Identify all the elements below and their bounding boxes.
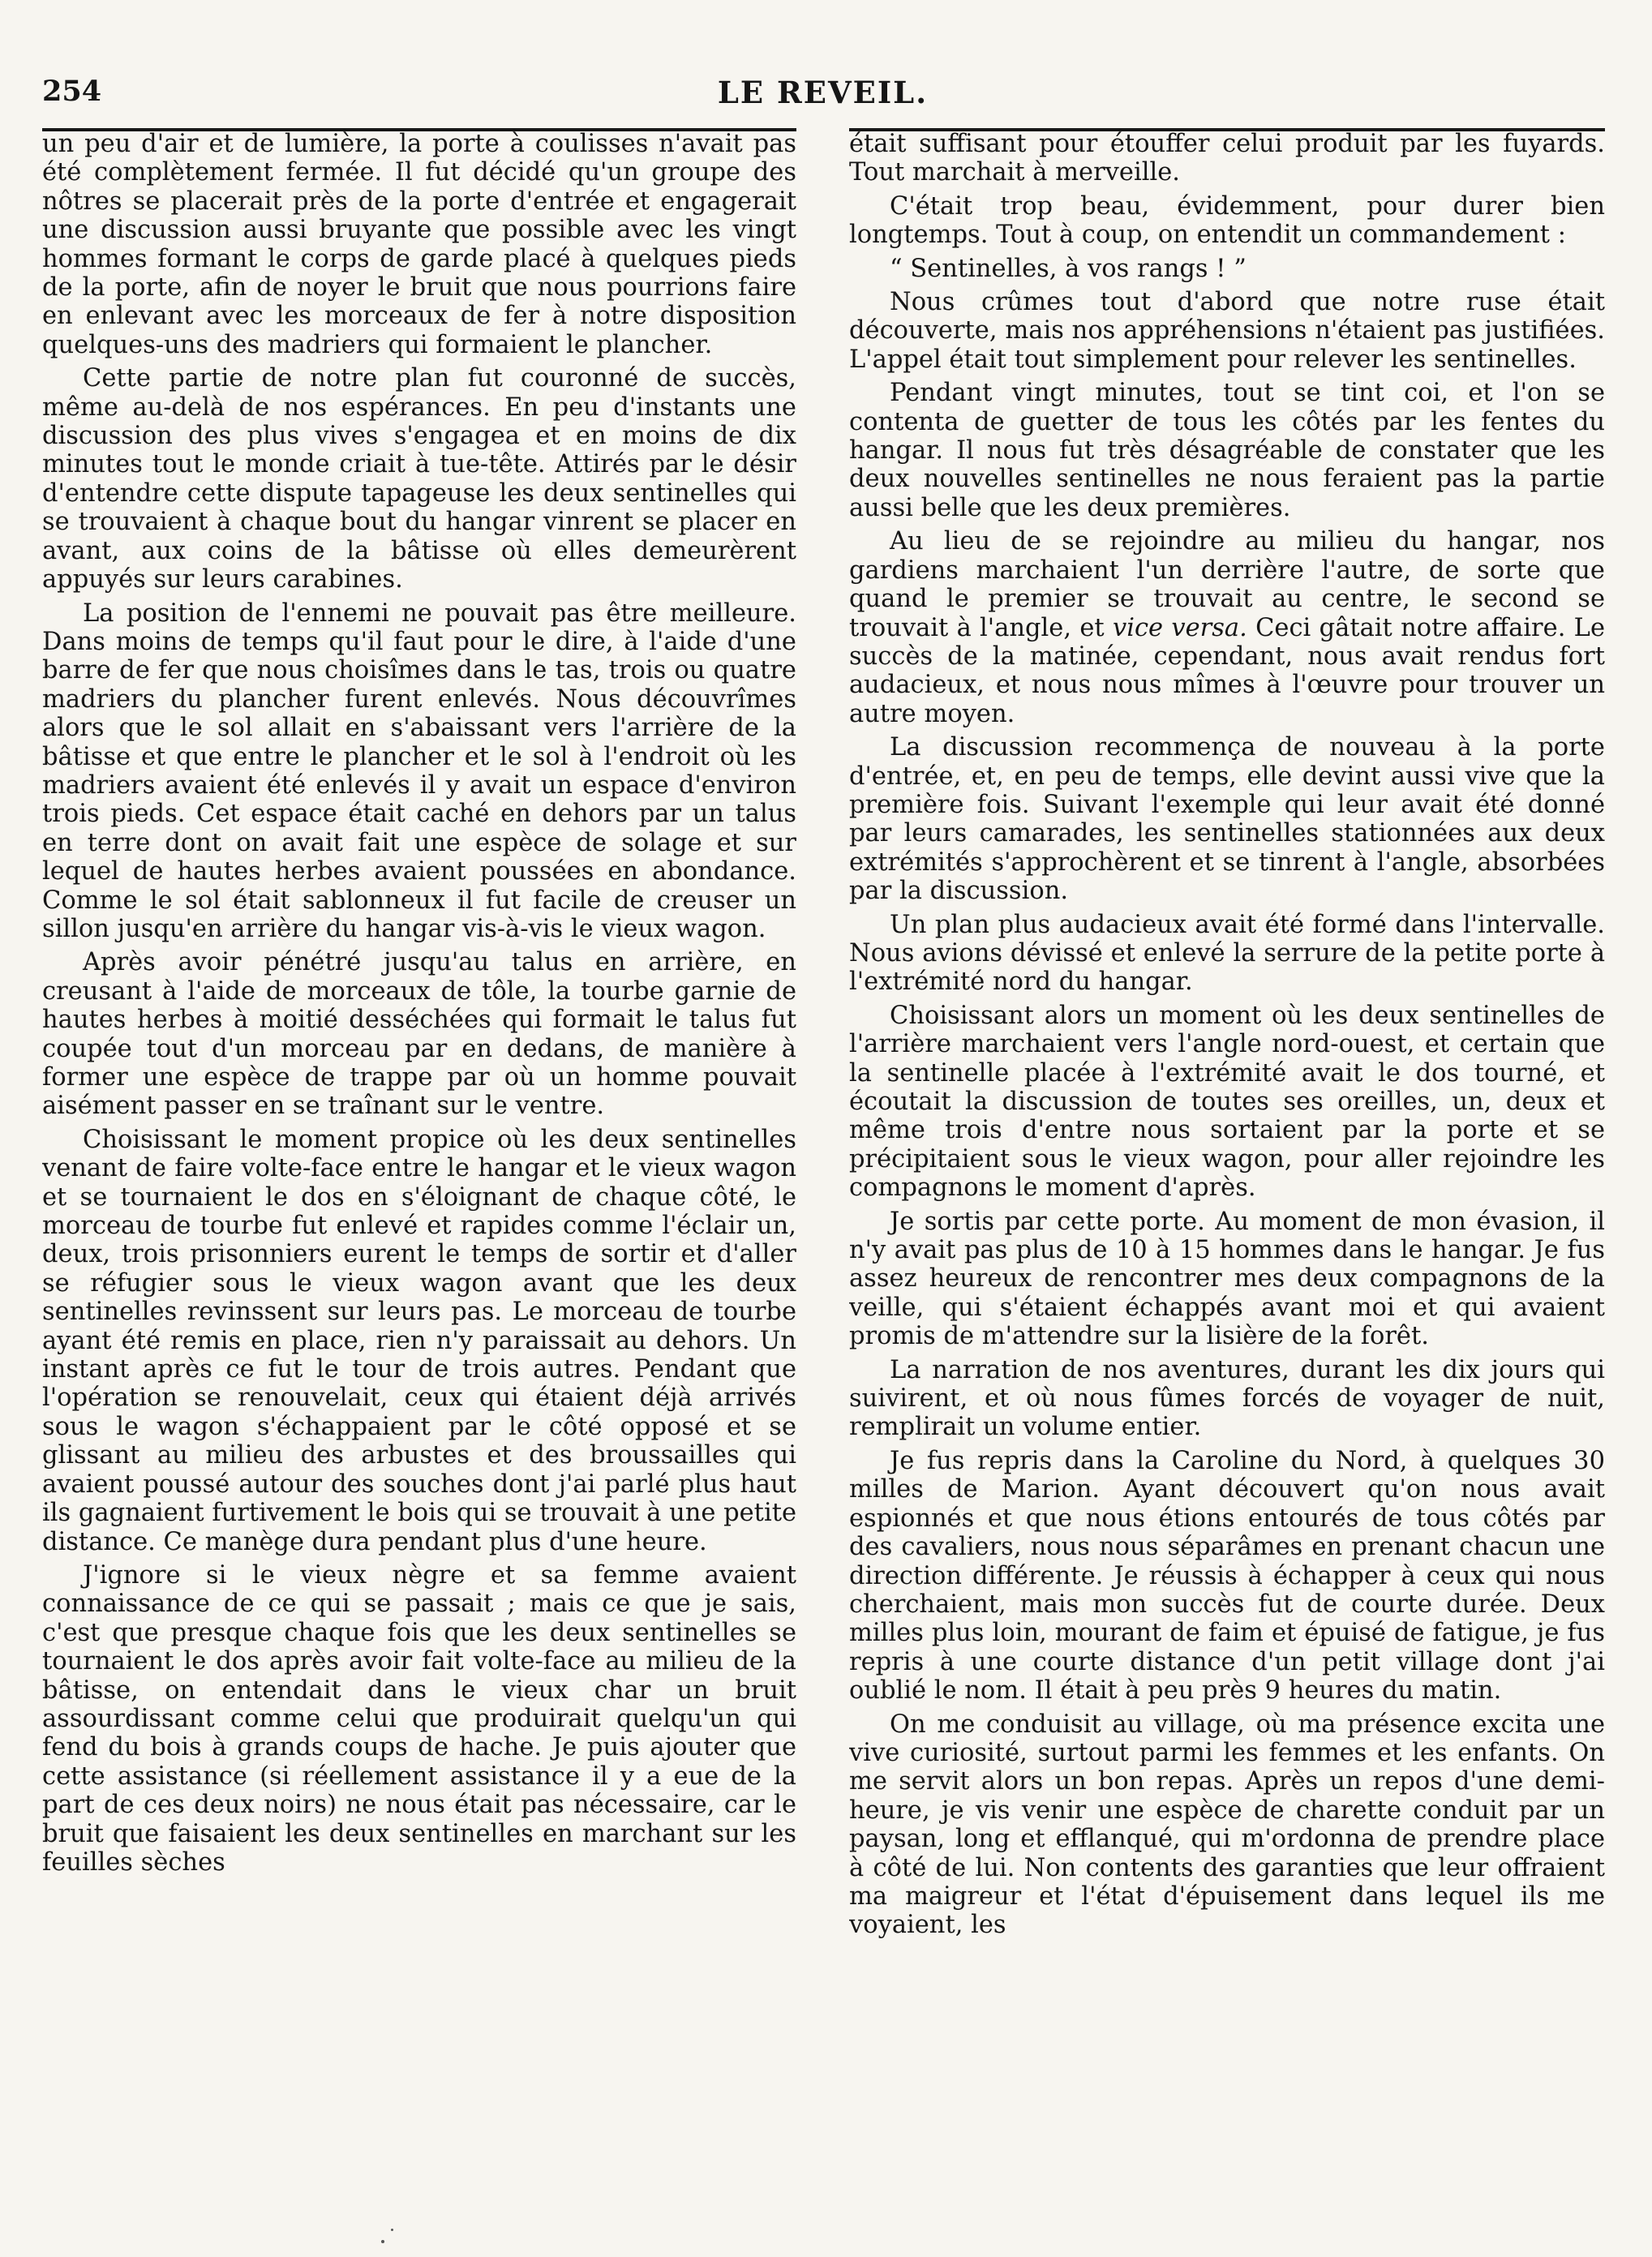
italic-phrase: vice versa. [1112,613,1247,642]
paragraph: La discussion recommença de nouveau à la porte d'entrée, et, en peu de temps, elle devint aussi vive que la première fois. Suivant l'exemple qui leur avait été donné par leurs camarades, les sentinelles stationnées aux deux extrémités s'approchèrent et se tinrent à l'angle, absorbées par la discussion. [849,733,1605,906]
paragraph: La narration de nos aventures, durant les dix jours qui suivirent, et où nous fûmes forcés de voyager de nuit, remplirait un volume entier. [849,1355,1605,1442]
paragraph: Choisissant alors un moment où les deux sentinelles de l'arrière marchaient vers l'angle nord-ouest, et certain que la sentinelle placée à l'extrémité avait le dos tourné, et écoutait la discussion de toutes ses oreilles, un, deux et même trois d'entre nous sortaient par la porte et se précipitaient sous le vieux wagon, pour aller rejoindre les compagnons le moment d'après. [849,1001,1605,1203]
page-number: 254 [42,75,102,108]
right-column [849,130,1605,2222]
paragraph: Pendant vingt minutes, tout se tint coi, et l'on se contenta de guetter de tous les côtés par les fentes du hangar. Il nous fut très désagréable de constater que les deux nouvelles sentinelles ne nous feraient pas la partie aussi belle que les deux premières. [849,379,1605,522]
running-title: LE REVEIL. [717,75,929,110]
paragraph: était suffisant pour étouffer celui produit par les fuyards. Tout marchait à merveille. [849,130,1605,187]
paragraph: On me conduisit au village, où ma présence excita une vive curiosité, surtout parmi les femmes et les enfants. On me servit alors un bon repas. Après un repos d'une demi-heure, je vis venir une espèce de charette conduit par un paysan, long et efflanqué, qui m'ordonna de prendre place à côté de lui. Non contents des garanties que leur offraient ma maigreur et l'état d'épuisement dans lequel ils me voyaient, les [849,1710,1605,1940]
paragraph [849,527,1605,728]
print-speck [381,2240,384,2243]
paragraph: Je sortis par cette porte. Au moment de mon évasion, il n'y avait pas plus de 10 à 15 hommes dans le hangar. Je fus assez heureux de rencontrer mes deux compagnons de la veille, qui s'étaient échappés avant moi et qui avaient promis de m'attendre sur la lisière de la forêt. [849,1207,1605,1351]
paragraph: Choisissant le moment propice où les deux sentinelles venant de faire volte-face entre le hangar et le vieux wagon et se tournaient le dos en s'éloignant de chaque côté, le morceau de tourbe fut enlevé et rapides comme l'éclair un, deux, trois prisonniers eurent le temps de sortir et d'aller se réfugier sous le vieux wagon avant que les deux sentinelles revinssent sur leurs pas. Le morceau de tourbe ayant été remis en place, rien n'y paraissait au dehors. Un instant après ce fut le tour de trois autres. Pendant que l'opération se renouvelait, ceux qui étaient déjà arrivés sous le wagon s'échappaient par le côté opposé et se glissant au milieu des arbustes et des broussailles qui avaient poussé autour des souches dont j'ai parlé plus haut ils gagnaient furtivement le bois qui se trouvait à une petite distance. Ce manège dura pendant plus d'une heure. [42,1125,796,1556]
paragraph: Cette partie de notre plan fut couronné de succès, même au-delà de nos espérances. En peu d'instants une discussion des plus vives s'engagea et en moins de dix minutes tout le monde criait à tue-tête. Attirés par le désir d'entendre cette dispute tapageuse les deux sentinelles qui se trouvaient à chaque bout du hangar vinrent se placer en avant, aux coins de la bâtisse où elles demeurèrent appuyés sur leurs carabines. [42,364,796,594]
page-header [42,75,1603,115]
print-speck [391,2229,393,2231]
paragraph: C'était trop beau, évidemment, pour durer bien longtemps. Tout à coup, on entendit un commandement : [849,191,1605,250]
paragraph-text: Au lieu de se rejoindre au milieu du hangar, nos gardiens marchaient l'un derrière l'autre, de sorte que quand le premier se trouvait au centre, le second se trouvait à l'angle, et [849,527,1605,642]
paragraph: La position de l'ennemi ne pouvait pas être meilleure. Dans moins de temps qu'il faut pour le dire, à l'aide d'une barre de fer que nous choisîmes dans le tas, trois ou quatre madriers du plancher furent enlevés. Nous découvrîmes alors que le sol allait en s'abaissant vers l'arrière de la bâtisse et que entre le plancher et le sol à l'endroit où les madriers avaient été enlevés il y avait un espace d'environ trois pieds. Cet espace était caché en dehors par un talus en terre dont on avait fait une espèce de solage et sur lequel de hautes herbes avaient poussées en abondance. Comme le sol était sablonneux il fut facile de creuser un sillon jusqu'en arrière du hangar vis-à-vis le vieux wagon. [42,599,796,943]
paragraph-text: Ceci gâtait notre affaire. Le succès de la matinée, cependant, nous avait rendus fort audacieux, et nous nous mîmes à l'œuvre pour trouver un autre moyen. [849,613,1605,728]
paragraph: Après avoir pénétré jusqu'au talus en arrière, en creusant à l'aide de morceaux de tôle, la tourbe garnie de hautes herbes à moitié desséchées qui formait le talus fut coupée tout d'un morceau par en dedans, de manière à former une espèce de trappe par où un homme pouvait aisément passer en se traînant sur le ventre. [42,948,796,1121]
paragraph: Nous crûmes tout d'abord que notre ruse était découverte, mais nos appréhensions n'étaient pas justifiées. L'appel était tout simplement pour relever les sentinelles. [849,288,1605,374]
quoted-command: “ Sentinelles, à vos rangs ! ” [890,254,1247,283]
left-column [42,130,796,2222]
paragraph: Un plan plus audacieux avait été formé dans l'intervalle. Nous avions dévissé et enlevé la serrure de la petite porte à l'extrémité nord du hangar. [849,910,1605,997]
paragraph: un peu d'air et de lumière, la porte à coulisses n'avait pas été complètement fermée. Il fut décidé qu'un groupe des nôtres se placerait près de la porte d'entrée et engagerait une discussion aussi bruyante que possible avec les vingt hommes formant le corps de garde placé à quelques pieds de la porte, afin de noyer le bruit que nous pourrions faire en enlevant avec les morceaux de fer à notre disposition quelques-uns des madriers qui formaient le plancher. [42,130,796,359]
paragraph: J'ignore si le vieux nègre et sa femme avaient connaissance de ce qui se passait ; mais ce que je sais, c'est que presque chaque fois que les deux sentinelles se tournaient le dos après avoir fait volte-face au milieu de la bâtisse, on entendait dans le vieux char un bruit assourdissant comme celui que produirait quelqu'un qui fend du bois à grands coups de hache. Je puis ajouter que cette assistance (si réellement assistance il y a eue de la part de ces deux noirs) ne nous était pas nécessaire, car le bruit que faisaient les deux sentinelles en marchant sur les feuilles sèches [42,1560,796,1877]
paragraph: Je fus repris dans la Caroline du Nord, à quelques 30 milles de Marion. Ayant découvert qu'on nous avait espionnés et que nous étions entourés de tous côtés par des cavaliers, nous nous séparâmes en prenant chacun une direction différente. Je réussis à échapper à ceux qui nous cherchaient, mais mon succès fut de courte durée. Deux milles plus loin, mourant de faim et épuisé de fatigue, je fus repris à une courte distance d'un petit village dont j'ai oublié le nom. Il était à peu près 9 heures du matin. [849,1446,1605,1706]
